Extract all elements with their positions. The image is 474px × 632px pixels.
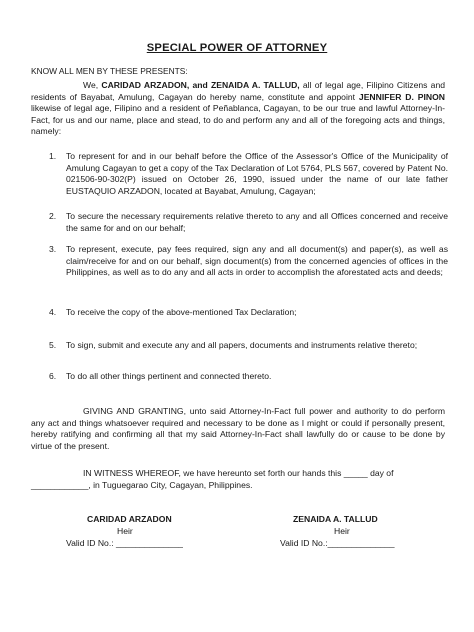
signatory-name: ZENAIDA A. TALLUD — [293, 514, 378, 524]
list-item — [49, 211, 448, 234]
list-item — [49, 371, 448, 383]
giving-text: GIVING AND GRANTING, unto said Attorney-In-Fact full power and authority to do perform any act and things whatsoever required and necessary to be done as I might or could if personally present, hereby ratifying and confirming all that my said Attorney-In-Fact shall lawfully do or cause to be done by virtue of the present. — [31, 406, 445, 451]
document-title: SPECIAL POWER OF ATTORNEY — [146, 42, 328, 54]
witness-line-1 — [31, 468, 445, 480]
item-number: 2. — [49, 211, 57, 221]
principal-names: CARIDAD ARZADON, and ZENAIDA A. TALLUD, — [101, 80, 300, 90]
list-item — [49, 151, 448, 197]
witness-text-1: IN WITNESS WHEREOF, we have hereunto set forth our hands this _____ day of — [83, 468, 394, 478]
signatory-id-line: Valid ID No.: ______________ — [66, 538, 183, 548]
signatory-id-line: Valid ID No.:______________ — [280, 538, 395, 548]
intro-text-2: likewise of legal age, Filipino and a resident of Peñablanca, Cagayan, to be our true and lawful Attorney-In-Fact, for us and our name, place and stead, to do and perform any and all of the foregoing acts and things, namely: — [31, 103, 445, 137]
item-number: 4. — [49, 307, 57, 317]
list-item — [49, 340, 448, 352]
list-item — [49, 244, 448, 279]
signatory-role: Heir — [117, 526, 133, 536]
giving-paragraph — [31, 406, 445, 452]
intro-we: We, — [83, 80, 99, 90]
witness-line-2: ____________, in Tuguegarao City, Cagayan, Philippines. — [31, 479, 253, 490]
item-text: To sign, submit and execute any and all papers, documents and instruments relative thereto; — [66, 340, 418, 350]
signatory-name: CARIDAD ARZADON — [87, 514, 172, 524]
intro-paragraph — [31, 80, 445, 138]
intro-text-1: all of legal age, Filipino Citizens and residents of Bayabat, Amulung, Cagayan do hereby name, constitute and appoint — [31, 80, 445, 102]
attorney-name: JENNIFER D. PINON — [358, 91, 445, 102]
item-text: To secure the necessary requirements relative thereto to any and all Offices concerned and receive the same for and on our behalf; — [66, 211, 448, 233]
witness-paragraph — [31, 468, 445, 491]
item-number: 1. — [49, 151, 57, 161]
list-item — [49, 307, 448, 319]
item-number: 6. — [49, 371, 57, 381]
item-number: 5. — [49, 340, 57, 350]
item-text: To represent, execute, pay fees required, sign any and all document(s) and paper(s), as well as claim/receive for and on our behalf, sign document(s) from the concerned agencies of offices in the Philippines, as well as to do any and all acts in order to accomplish the aforestated acts and deeds; — [66, 244, 448, 278]
item-number: 3. — [49, 244, 57, 254]
know-all-heading: KNOW ALL MEN BY THESE PRESENTS: — [31, 66, 188, 76]
item-text: To receive the copy of the above-mentioned Tax Declaration; — [66, 307, 297, 317]
item-text: To represent for and in our behalf before the Office of the Assessor's Office of the Municipality of Amulung Cagayan to get a copy of the Tax Declaration of Lot 5764, PLS 567, covered by Patent No. 021506-90-302(P) issued on October 26, 1990, issued under the name of our late father EUSTAQUIO ARZADON, located at Bayabat, Amulung, Cagayan; — [66, 151, 448, 196]
item-text: To do all other things pertinent and connected thereto. — [66, 371, 272, 381]
signatory-role: Heir — [334, 526, 350, 536]
